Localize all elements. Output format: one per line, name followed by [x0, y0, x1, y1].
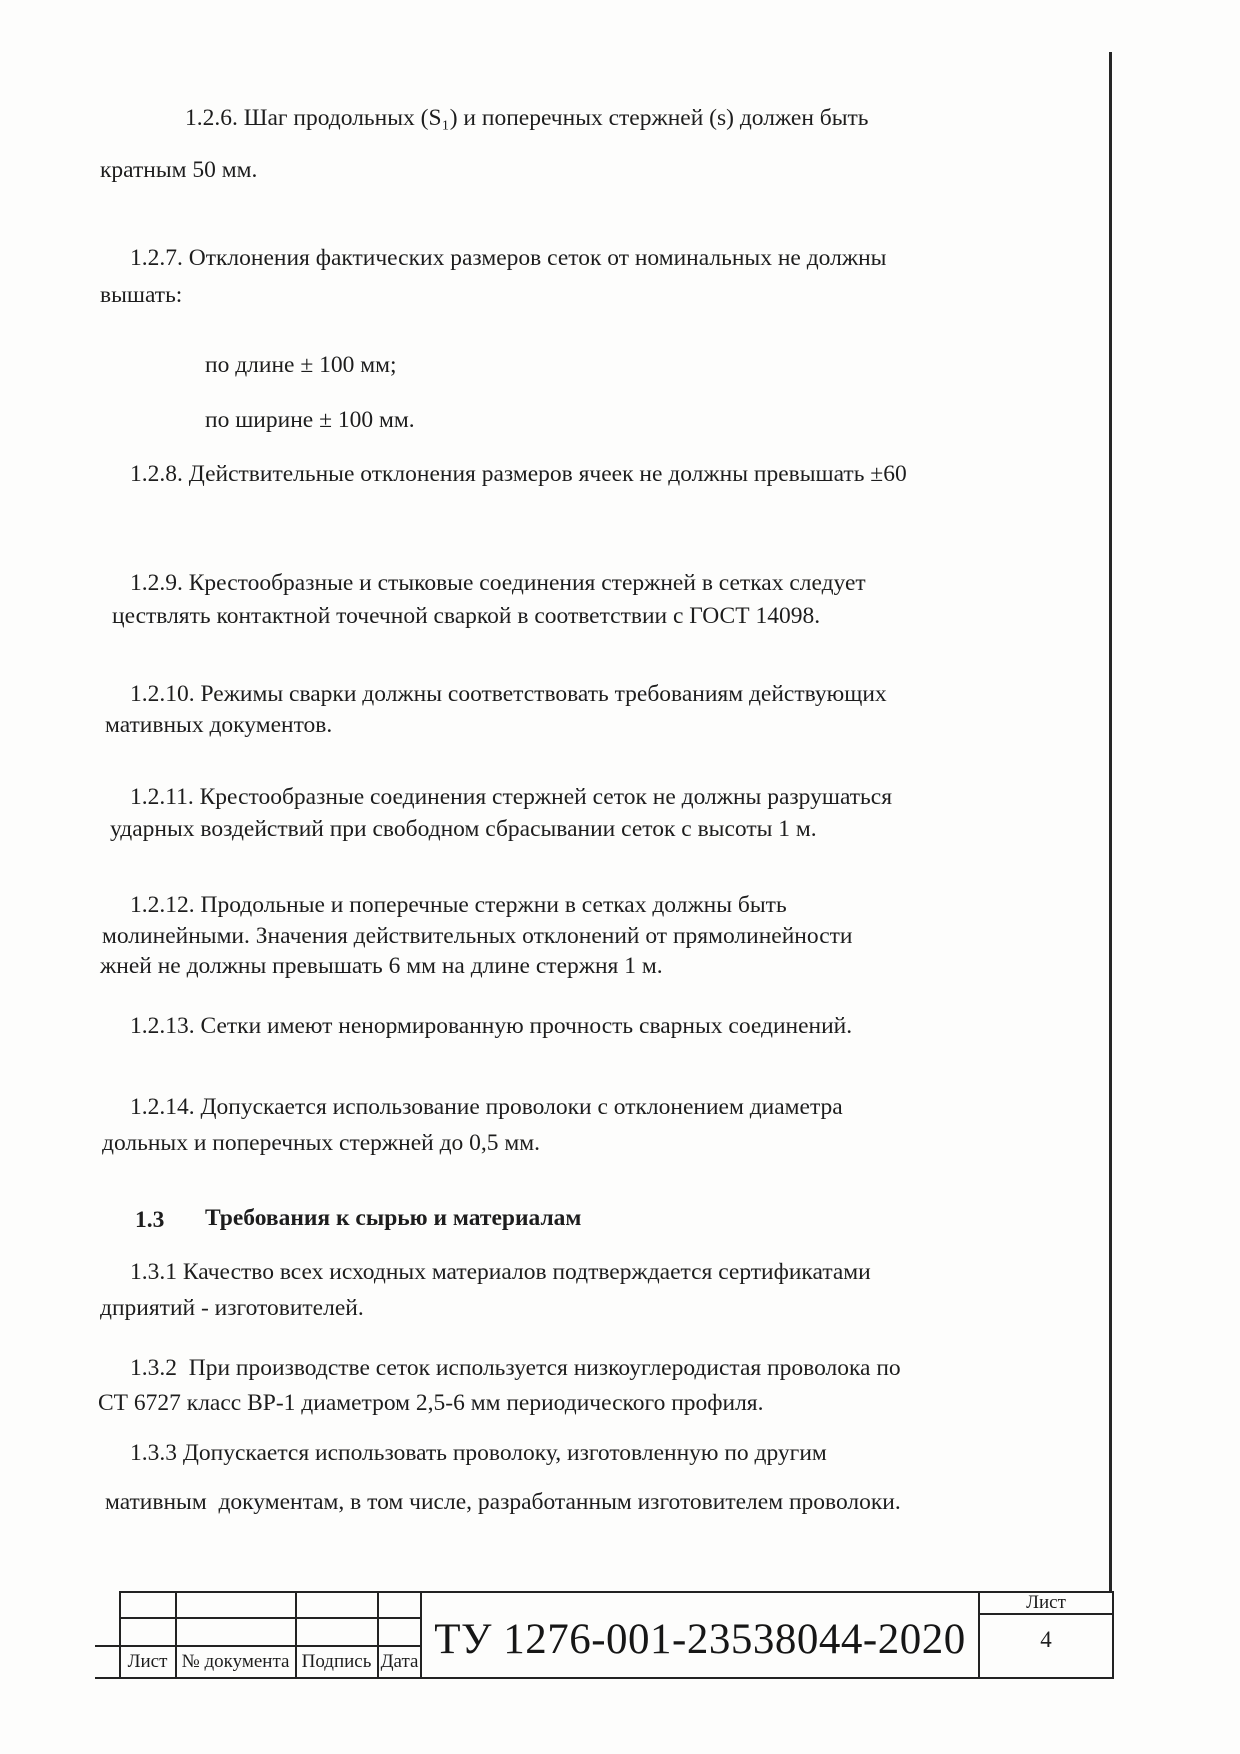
text-line: 1.2.14. Допускается использование проволоки с отклонением диаметра [130, 1094, 843, 1120]
text-line: 1.3.3 Допускается использовать проволоку, изготовленную по другим [130, 1440, 827, 1466]
column-label-doc-number: № документа [181, 1651, 290, 1672]
sheet-number: 4 [1040, 1627, 1052, 1652]
text-line: мативных документов. [105, 712, 333, 738]
text-line: жней не должны превышать 6 мм на длине стержня 1 м. [100, 953, 663, 979]
text-line: СТ 6727 класс ВР-1 диаметром 2,5-6 мм периодического профиля. [98, 1390, 764, 1416]
text-line: 1.2.12. Продольные и поперечные стержни в сетках должны быть [130, 892, 787, 918]
sheet-label: Лист [1026, 1592, 1066, 1613]
text-line: мативным документам, в том числе, разработанным изготовителем проволоки. [105, 1489, 901, 1515]
text-line: цествлять контактной точечной сваркой в соответствии с ГОСТ 14098. [112, 603, 821, 629]
text-line: 1.2.6. Шаг продольных (S₁) и поперечных стержней (s) должен быть [185, 105, 869, 131]
text-line: 1.2.11. Крестообразные соединения стержней сеток не должны разрушаться [130, 784, 893, 810]
column-label-list: Лист [127, 1651, 168, 1672]
text-line: 1.2.10. Режимы сварки должны соответствовать требованиям действующих [130, 681, 887, 707]
text-line: дприятий - изготовителей. [100, 1295, 364, 1321]
text-line: кратным 50 мм. [100, 157, 258, 183]
text-line: 1.2.9. Крестообразные и стыковые соединения стержней в сетках следует [130, 570, 866, 596]
text-line: 1.3.1 Качество всех исходных материалов подтверждается сертификатами [130, 1259, 871, 1285]
text-line: Требования к сырью и материалам [205, 1205, 582, 1231]
text-line: по ширине ± 100 мм. [205, 407, 415, 433]
text-line: 1.2.7. Отклонения фактических размеров сеток от номинальных не должны [130, 245, 887, 271]
grid-hline-stub [95, 1645, 121, 1647]
text-line: 1.2.8. Действительные отклонения размеров ячеек не должны превышать ±60 [130, 461, 907, 487]
column-label-signature: Подпись [301, 1651, 372, 1672]
grid-hline [119, 1617, 422, 1619]
text-line: молинейными. Значения действительных отклонений от прямолинейности [102, 923, 853, 949]
document-number-cell: ТУ 1276-001-23538044-2020 [420, 1591, 980, 1679]
text-line: 1.3.2 При производстве сеток используется низкоуглеродистая проволока по [130, 1355, 901, 1381]
grid-hline-stub [95, 1677, 121, 1679]
text-line: вышать: [100, 282, 183, 308]
text-line: по длине ± 100 мм; [205, 352, 397, 378]
text-line: 1.2.13. Сетки имеют ненормированную прочность сварных соединений. [130, 1013, 853, 1039]
text-line: ударных воздействий при свободном сбрасывании сеток с высоты 1 м. [110, 816, 817, 842]
page-right-border [1109, 52, 1112, 1591]
text-line: 1.3 [135, 1207, 165, 1233]
column-label-date: Дата [380, 1651, 419, 1672]
text-line: дольных и поперечных стержней до 0,5 мм. [102, 1130, 541, 1156]
